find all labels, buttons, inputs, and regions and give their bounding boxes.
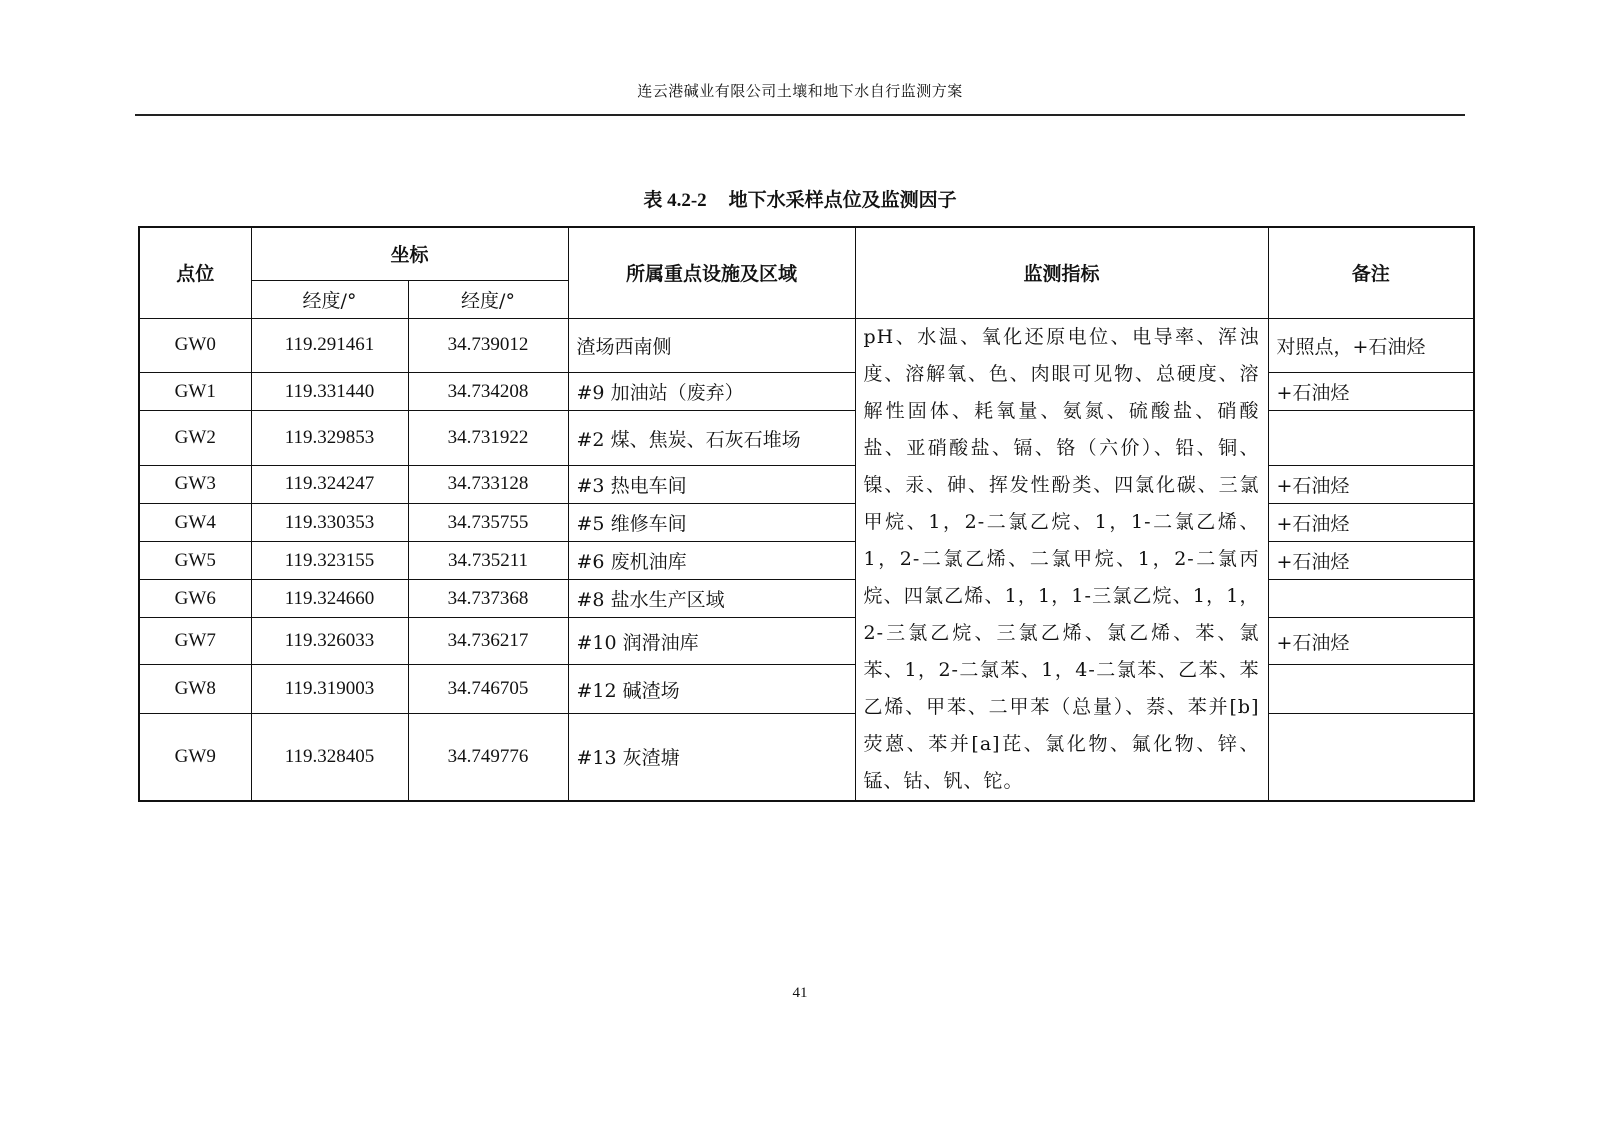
cell-latitude: 34.749776 bbox=[408, 714, 568, 801]
cell-facility: #3 热电车间 bbox=[568, 465, 855, 503]
cell-note: 对照点，+石油烃 bbox=[1268, 318, 1474, 373]
cell-longitude: 119.291461 bbox=[251, 318, 408, 373]
header-coordinate: 坐标 bbox=[251, 227, 568, 280]
table-row bbox=[139, 465, 1474, 503]
cell-longitude: 119.328405 bbox=[251, 714, 408, 801]
cell-point: GW9 bbox=[139, 714, 251, 801]
cell-facility: #6 废机油库 bbox=[568, 542, 855, 580]
table-caption bbox=[135, 185, 1465, 212]
header-point: 点位 bbox=[139, 227, 251, 318]
cell-latitude: 34.734208 bbox=[408, 373, 568, 411]
table-row bbox=[139, 504, 1474, 542]
cell-facility: #12 碱渣场 bbox=[568, 664, 855, 713]
cell-note: +石油烃 bbox=[1268, 542, 1474, 580]
cell-latitude: 34.739012 bbox=[408, 318, 568, 373]
header-facility: 所属重点设施及区域 bbox=[568, 227, 855, 318]
cell-note bbox=[1268, 580, 1474, 618]
cell-facility: #9 加油站（废弃） bbox=[568, 373, 855, 411]
cell-longitude: 119.330353 bbox=[251, 504, 408, 542]
cell-point: GW4 bbox=[139, 504, 251, 542]
table-row bbox=[139, 373, 1474, 411]
cell-latitude: 34.746705 bbox=[408, 664, 568, 713]
cell-point: GW3 bbox=[139, 465, 251, 503]
table-row bbox=[139, 411, 1474, 466]
cell-latitude: 34.733128 bbox=[408, 465, 568, 503]
cell-facility: #2 煤、焦炭、石灰石堆场 bbox=[568, 411, 855, 466]
table-row bbox=[139, 664, 1474, 713]
cell-longitude: 119.326033 bbox=[251, 618, 408, 664]
cell-latitude: 34.735211 bbox=[408, 542, 568, 580]
cell-point: GW7 bbox=[139, 618, 251, 664]
cell-note: +石油烃 bbox=[1268, 373, 1474, 411]
cell-note: +石油烃 bbox=[1268, 504, 1474, 542]
table-number: 表 4.2-2 bbox=[643, 190, 707, 211]
header-divider bbox=[135, 114, 1465, 116]
cell-facility: 渣场西南侧 bbox=[568, 318, 855, 373]
cell-latitude: 34.736217 bbox=[408, 618, 568, 664]
cell-longitude: 119.319003 bbox=[251, 664, 408, 713]
cell-longitude: 119.329853 bbox=[251, 411, 408, 466]
table-title: 地下水采样点位及监测因子 bbox=[728, 189, 957, 211]
table-row bbox=[139, 542, 1474, 580]
page-number: 41 bbox=[792, 985, 808, 1001]
cell-note bbox=[1268, 664, 1474, 713]
cell-facility: #10 润滑油库 bbox=[568, 618, 855, 664]
cell-longitude: 119.323155 bbox=[251, 542, 408, 580]
table-row bbox=[139, 618, 1474, 664]
cell-note: +石油烃 bbox=[1268, 465, 1474, 503]
cell-longitude: 119.331440 bbox=[251, 373, 408, 411]
table-row bbox=[139, 580, 1474, 618]
cell-longitude: 119.324247 bbox=[251, 465, 408, 503]
cell-point: GW1 bbox=[139, 373, 251, 411]
cell-longitude: 119.324660 bbox=[251, 580, 408, 618]
cell-facility: #13 灰渣塘 bbox=[568, 714, 855, 801]
cell-point: GW2 bbox=[139, 411, 251, 466]
cell-point: GW6 bbox=[139, 580, 251, 618]
table-row bbox=[139, 714, 1474, 801]
cell-indicators: pH、水温、氧化还原电位、电导率、浑浊度、溶解氧、色、肉眼可见物、总硬度、溶解性固体、耗氧量、氨氮、硫酸盐、硝酸盐、亚硝酸盐、镉、铬（六价）、铅、铜、镍、汞、砷、挥发性酚类、四氯化碳、三氯甲烷、1，2-二氯乙烷、1，1-二氯乙烯、1，2-二氯乙烯、二氯甲烷、1，2-二氯丙烷、四氯乙烯、1，1，1-三氯乙烷、1，1，2-三氯乙烷、三氯乙烯、氯乙烯、苯、氯苯、1，2-二氯苯、1，4-二氯苯、乙苯、苯乙烯、甲苯、二甲苯（总量）、萘、苯并[b]荧蒽、苯并[a]芘、氯化物、氟化物、锌、锰、钴、钒、铊。 bbox=[855, 318, 1268, 801]
cell-point: GW8 bbox=[139, 664, 251, 713]
cell-facility: #5 维修车间 bbox=[568, 504, 855, 542]
header-note: 备注 bbox=[1268, 227, 1474, 318]
cell-latitude: 34.737368 bbox=[408, 580, 568, 618]
cell-facility: #8 盐水生产区域 bbox=[568, 580, 855, 618]
cell-note: +石油烃 bbox=[1268, 618, 1474, 664]
cell-note bbox=[1268, 714, 1474, 801]
header-indicators: 监测指标 bbox=[855, 227, 1268, 318]
table-row bbox=[139, 318, 1474, 373]
header-longitude: 经度/° bbox=[251, 280, 408, 318]
cell-latitude: 34.731922 bbox=[408, 411, 568, 466]
cell-point: GW5 bbox=[139, 542, 251, 580]
document-header: 连云港碱业有限公司土壤和地下水自行监测方案 bbox=[637, 82, 963, 100]
cell-note bbox=[1268, 411, 1474, 466]
header-latitude: 经度/° bbox=[408, 280, 568, 318]
cell-point: GW0 bbox=[139, 318, 251, 373]
groundwater-sampling-table bbox=[138, 226, 1475, 802]
cell-latitude: 34.735755 bbox=[408, 504, 568, 542]
